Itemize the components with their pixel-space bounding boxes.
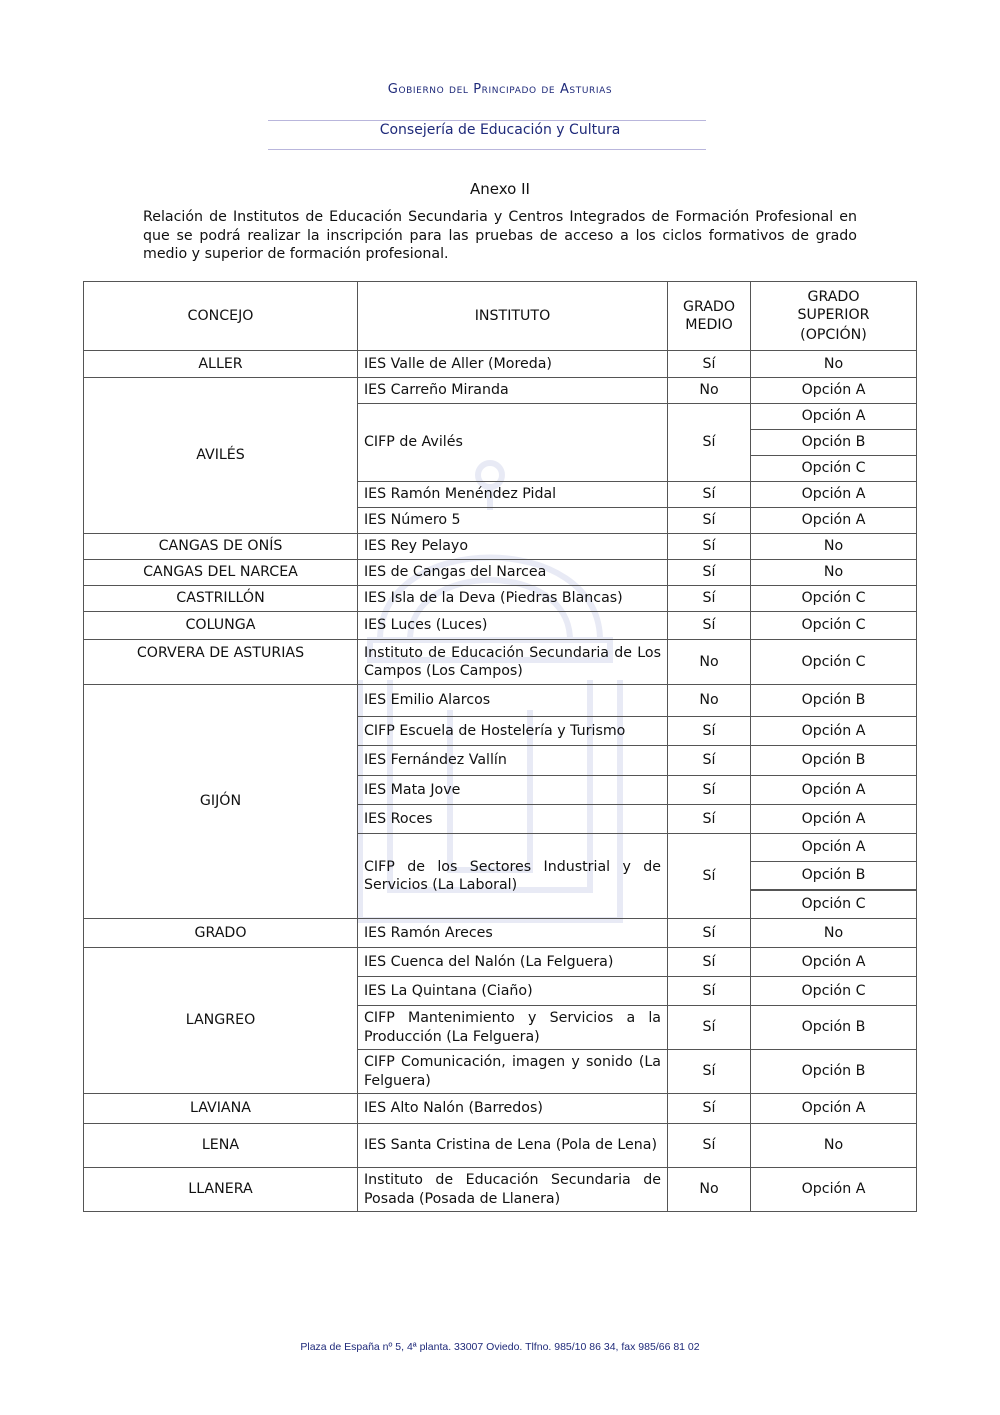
concejo-cell: GIJÓN [83, 684, 358, 919]
grado-medio-cell: Sí [667, 976, 751, 1006]
concejo-cell: GRADO [83, 918, 358, 948]
grado-superior-cell: Opción C [750, 611, 917, 640]
instituto-cell: IES Fernández Vallín [357, 745, 668, 776]
grado-superior-cell: Opción C [750, 455, 917, 482]
grado-superior-cell: Opción A [750, 403, 917, 430]
grado-medio-cell: Sí [667, 1093, 751, 1124]
grado-medio-cell: Sí [667, 775, 751, 805]
grado-superior-cell: Opción A [750, 716, 917, 746]
instituto-cell: IES Emilio Alarcos [357, 684, 668, 717]
grado-superior-cell: Opción A [750, 947, 917, 977]
instituto-cell: CIFP Mantenimiento y Servicios a la Producción (La Felguera) [357, 1005, 668, 1050]
grado-medio-cell: No [667, 1167, 751, 1212]
grado-superior-cell: Opción C [750, 976, 917, 1006]
grado-superior-cell: Opción B [750, 1005, 917, 1050]
intro-paragraph: Relación de Institutos de Educación Secundaria y Centros Integrados de Formación Profesional en que se podrá realizar la inscripción para las pruebas de acceso a los ciclos formativos de grado medio y superior de formación profesional. [143, 209, 857, 262]
instituto-cell: IES Santa Cristina de Lena (Pola de Lena) [357, 1123, 668, 1168]
instituto-cell: IES Valle de Aller (Moreda) [357, 350, 668, 378]
grado-medio-cell: Sí [667, 533, 751, 560]
grado-medio-cell: Sí [667, 804, 751, 834]
grado-superior-cell: Opción B [750, 684, 917, 717]
grado-superior-cell: Opción B [750, 1049, 917, 1094]
grado-medio-cell: Sí [667, 745, 751, 776]
concejo-cell: AVILÉS [83, 377, 358, 534]
header-rule-bottom [268, 149, 706, 150]
concejo-cell: ALLER [83, 350, 358, 378]
government-title: Gobierno del Principado de Asturias [387, 82, 613, 97]
grado-medio-cell: No [667, 377, 751, 404]
grado-medio-cell: Sí [667, 716, 751, 746]
grado-medio-cell: Sí [667, 350, 751, 378]
instituto-cell: IES Ramón Menéndez Pidal [357, 481, 668, 508]
footer-address: Plaza de España nº 5, 4ª planta. 33007 Oviedo. Tlfno. 985/10 86 34, fax 985/66 81 02 [300, 1341, 700, 1353]
concejo-cell: CORVERA DE ASTURIAS [83, 639, 358, 685]
grado-medio-cell: Sí [667, 611, 751, 640]
grado-superior-cell: Opción A [750, 377, 917, 404]
column-header-instituto: INSTITUTO [357, 281, 668, 351]
grado-medio-cell: No [667, 684, 751, 717]
instituto-cell: IES Cuenca del Nalón (La Felguera) [357, 947, 668, 977]
concejo-cell: COLUNGA [83, 611, 358, 640]
instituto-cell: IES La Quintana (Ciaño) [357, 976, 668, 1006]
grado-superior-cell: Opción A [750, 833, 917, 862]
grado-superior-label: GRADO SUPERIOR [797, 289, 870, 323]
concejo-cell: LANGREO [83, 947, 358, 1094]
instituto-cell: Instituto de Educación Secundaria de Los Campos (Los Campos) [357, 639, 668, 685]
grado-medio-cell: Sí [667, 1123, 751, 1168]
grado-superior-cell: Opción A [750, 481, 917, 508]
instituto-cell: IES Alto Nalón (Barredos) [357, 1093, 668, 1124]
grado-medio-cell: Sí [667, 585, 751, 612]
grado-superior-cell: No [750, 559, 917, 586]
instituto-cell: Instituto de Educación Secundaria de Posada (Posada de Llanera) [357, 1167, 668, 1212]
column-header-concejo: CONCEJO [83, 281, 358, 351]
instituto-cell: IES Carreño Miranda [357, 377, 668, 404]
grado-medio-cell: Sí [667, 833, 751, 919]
grado-superior-cell: Opción B [750, 861, 917, 890]
grado-superior-cell: Opción B [750, 429, 917, 456]
grado-superior-cell: Opción B [750, 745, 917, 776]
instituto-cell: CIFP Comunicación, imagen y sonido (La Felguera) [357, 1049, 668, 1094]
instituto-cell: IES de Cangas del Narcea [357, 559, 668, 586]
grado-medio-cell: Sí [667, 559, 751, 586]
grado-superior-cell: Opción A [750, 1167, 917, 1212]
instituto-cell: IES Luces (Luces) [357, 611, 668, 640]
grado-superior-cell: No [750, 1123, 917, 1168]
grado-superior-cell: Opción C [750, 890, 917, 919]
grado-superior-cell: No [750, 350, 917, 378]
concejo-cell: CASTRILLÓN [83, 585, 358, 612]
grado-medio-cell: No [667, 639, 751, 685]
instituto-cell: CIFP Escuela de Hostelería y Turismo [357, 716, 668, 746]
grado-superior-cell: No [750, 918, 917, 948]
instituto-cell: CIFP de los Sectores Industrial y de Servicios (La Laboral) [357, 833, 668, 919]
grado-superior-cell: Opción C [750, 585, 917, 612]
opcion-label: (OPCIÓN) [800, 327, 867, 343]
concejo-cell: LLANERA [83, 1167, 358, 1212]
grado-medio-cell: Sí [667, 1005, 751, 1050]
instituto-cell: IES Mata Jove [357, 775, 668, 805]
instituto-cell: IES Rey Pelayo [357, 533, 668, 560]
institutes-table [83, 281, 917, 1211]
instituto-cell: IES Isla de la Deva (Piedras Blancas) [357, 585, 668, 612]
grado-superior-cell: Opción A [750, 1093, 917, 1124]
grado-superior-cell: Opción C [750, 639, 917, 685]
header-rule-top [268, 120, 706, 121]
concejo-cell: CANGAS DE ONÍS [83, 533, 358, 560]
concejo-cell: LENA [83, 1123, 358, 1168]
column-header-grado-medio: GRADO MEDIO [667, 281, 751, 351]
grado-superior-cell: Opción A [750, 775, 917, 805]
grado-medio-cell: Sí [667, 947, 751, 977]
instituto-cell: IES Número 5 [357, 507, 668, 534]
grado-medio-cell: Sí [667, 1049, 751, 1094]
instituto-cell: IES Ramón Areces [357, 918, 668, 948]
grado-medio-cell: Sí [667, 403, 751, 482]
department-title: Consejería de Educación y Cultura [379, 122, 621, 138]
annex-title: Anexo II [470, 180, 530, 198]
grado-superior-cell: No [750, 533, 917, 560]
concejo-cell: CANGAS DEL NARCEA [83, 559, 358, 586]
grado-superior-cell: Opción A [750, 507, 917, 534]
grado-medio-cell: Sí [667, 481, 751, 508]
grado-superior-cell: Opción A [750, 804, 917, 834]
grado-medio-cell: Sí [667, 507, 751, 534]
concejo-cell: LAVIANA [83, 1093, 358, 1124]
grado-medio-cell: Sí [667, 918, 751, 948]
instituto-cell: IES Roces [357, 804, 668, 834]
instituto-cell: CIFP de Avilés [357, 403, 668, 482]
column-header-grado-superior [750, 281, 917, 351]
